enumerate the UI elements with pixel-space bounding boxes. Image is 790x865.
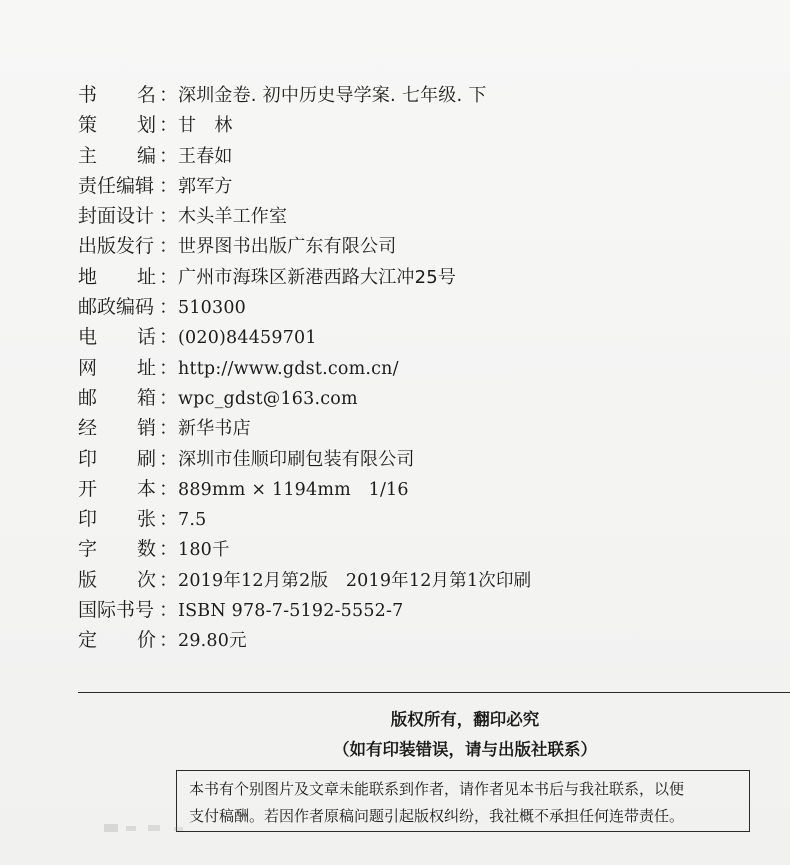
info-label: 电 话 ： [78, 326, 178, 349]
info-label: 责任编辑 ： [78, 174, 178, 197]
cover-design-value: 木头羊工作室 [178, 206, 288, 228]
info-row-isbn [78, 595, 758, 625]
info-row-cover-design [78, 201, 758, 231]
info-row-format [78, 474, 758, 504]
info-row-planner [78, 110, 758, 140]
price-value: 29.80元 [178, 631, 247, 652]
copyright-statement: 版权所有，翻印必究 [390, 710, 540, 729]
responsible-editor-value: 郭军方 [178, 175, 233, 197]
author-notice-box [176, 770, 750, 832]
info-label: 印 刷 ： [78, 447, 178, 470]
publisher-value: 世界图书出版广东有限公司 [178, 236, 397, 258]
misprint-contact-statement: （如有印装错误，请与出版社联系） [333, 740, 597, 759]
notice-line: 本书有个别图片及文章未能联系到作者，请作者见本书后与我社联系，以便 [189, 780, 685, 798]
phone-value: (020)84459701 [178, 328, 317, 349]
postcode-value: 510300 [178, 298, 247, 319]
info-row-responsible-editor [78, 171, 758, 201]
notice-line: 支付稿酬。若因作者原稿问题引起版权纠纷，我社概不承担任何连带责任。 [189, 807, 685, 825]
info-label: 国际书号 ： [78, 599, 178, 622]
planner-value: 甘 林 [178, 115, 233, 137]
printer-value: 深圳市佳顺印刷包装有限公司 [178, 448, 415, 470]
divider-line [78, 692, 790, 693]
edition-value: 2019年12月第2版 2019年12月第1次印刷 [178, 570, 532, 591]
info-label: 印 张 ： [78, 508, 178, 531]
info-label: 版 次 ： [78, 568, 178, 591]
info-row-printer [78, 444, 758, 474]
info-label: 主 编 ： [78, 144, 178, 167]
info-row-phone [78, 322, 758, 352]
info-row-distributor [78, 413, 758, 443]
distributor-value: 新华书店 [178, 418, 251, 440]
info-label: 策 划 ： [78, 114, 178, 137]
sheets-value: 7.5 [178, 510, 207, 531]
format-value: 889mm × 1194mm 1/16 [178, 479, 409, 500]
info-row-address [78, 262, 758, 292]
info-label: 开 本 ： [78, 477, 178, 500]
chief-editor-value: 王春如 [178, 145, 233, 167]
info-label: 出版发行 ： [78, 235, 178, 258]
info-label: 定 价 ： [78, 629, 178, 652]
info-label: 书 名 ： [78, 84, 178, 106]
info-row-edition [78, 565, 758, 595]
info-label: 封面设计 ： [78, 205, 178, 228]
address-value: 广州市海珠区新港西路大江冲25号 [178, 266, 457, 288]
info-row-chief-editor [78, 141, 758, 171]
email-value: wpc_gdst@163.com [178, 388, 358, 409]
info-label: 网 址 ： [78, 356, 178, 379]
info-row-title [78, 80, 758, 110]
website-value: http://www.gdst.com.cn/ [178, 358, 399, 379]
info-row-price [78, 625, 758, 655]
info-label: 邮政编码 ： [78, 296, 178, 319]
word-count-value: 180千 [178, 540, 230, 561]
info-label: 地 址 ： [78, 265, 178, 288]
info-row-sheets [78, 504, 758, 534]
info-row-word-count [78, 534, 758, 564]
publication-info-list [78, 80, 758, 656]
info-label: 字 数 ： [78, 538, 178, 561]
info-row-postcode [78, 292, 758, 322]
info-row-website [78, 353, 758, 383]
isbn-value: ISBN 978-7-5192-5552-7 [178, 601, 404, 622]
faint-show-through-mark [96, 818, 216, 838]
info-row-publisher [78, 231, 758, 261]
info-label: 邮 箱 ： [78, 386, 178, 409]
info-label: 经 销 ： [78, 417, 178, 440]
info-row-email [78, 383, 758, 413]
book-title-value: 深圳金卷. 初中历史导学案. 七年级. 下 [178, 85, 487, 106]
